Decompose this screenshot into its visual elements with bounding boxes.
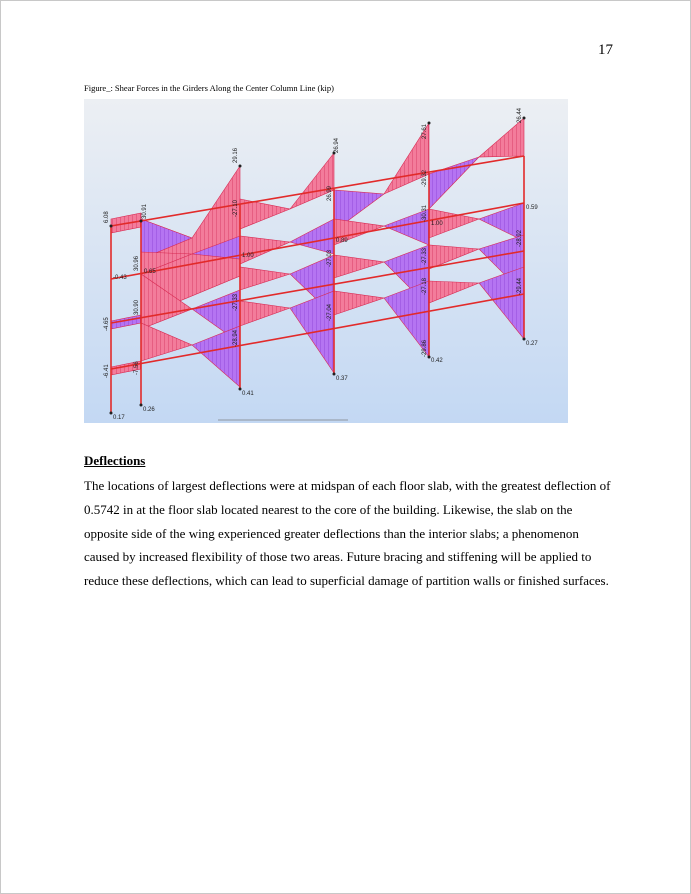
value-label: 26.44 — [517, 107, 523, 123]
value-label: 1.00 — [431, 221, 443, 227]
figure-caption: Figure_: Shear Forces in the Girders Along the Center Column Line (kip) — [84, 83, 334, 93]
value-label: -6.41 — [104, 364, 110, 378]
section-body — [84, 474, 614, 593]
value-label: 0.37 — [336, 376, 348, 382]
value-label: -29.44 — [517, 277, 523, 295]
value-label: 26.94 — [334, 137, 340, 153]
value-label: -27.04 — [327, 303, 333, 321]
value-label: 30.96 — [134, 255, 140, 271]
value-label: 0.65 — [144, 269, 156, 275]
value-label: 1.00 — [242, 253, 254, 259]
value-label: -29.86 — [422, 339, 428, 357]
page-number: 17 — [598, 42, 613, 58]
value-label: -28.92 — [517, 229, 523, 247]
value-label: 0.89 — [336, 238, 348, 244]
section-heading: Deflections — [84, 453, 146, 468]
value-label: -29.32 — [422, 169, 428, 187]
value-label: -27.03 — [327, 249, 333, 267]
value-label: 26.99 — [327, 185, 333, 201]
shear-force-figure — [84, 99, 568, 423]
value-label: -4.65 — [104, 317, 110, 331]
value-label: -27.10 — [233, 199, 239, 217]
shear-force-diagram — [84, 99, 568, 423]
value-label: 0.26 — [143, 407, 155, 413]
value-label: 6.08 — [104, 211, 110, 223]
value-label: 30.91 — [142, 203, 148, 219]
value-label: 0.17 — [113, 415, 125, 421]
value-label: -0.43 — [113, 275, 127, 281]
value-label: 29.16 — [233, 147, 239, 163]
body-paragraph: The locations of largest deflections were at midspan of each floor slab, with the greatest deflection of 0.5742 in at the floor slab located nearest to the core of the building. Likewise, the slab on the opposite side of the wing experienced greater deflections than the interior slabs; a phenomenon caused by increased flexibility of those two areas. Future bracing and stiffening will be applied to reduce these deflections, which can lead to superficial damage of partition walls or finished surfaces. — [84, 478, 611, 589]
value-label: 30.90 — [134, 299, 140, 315]
value-label: 0.42 — [431, 358, 443, 364]
value-label: 27.61 — [422, 123, 428, 139]
value-label: -7.56 — [134, 361, 140, 375]
value-label: -27.33 — [233, 293, 239, 311]
value-label: 0.27 — [526, 341, 538, 347]
value-label: -30.31 — [422, 204, 428, 222]
value-label: -27.18 — [422, 277, 428, 295]
value-label: 0.41 — [242, 391, 254, 397]
value-label: 0.59 — [526, 205, 538, 211]
figure-scroll-strip — [218, 419, 348, 421]
value-label: -27.33 — [422, 247, 428, 265]
value-label: -28.94 — [233, 329, 239, 347]
